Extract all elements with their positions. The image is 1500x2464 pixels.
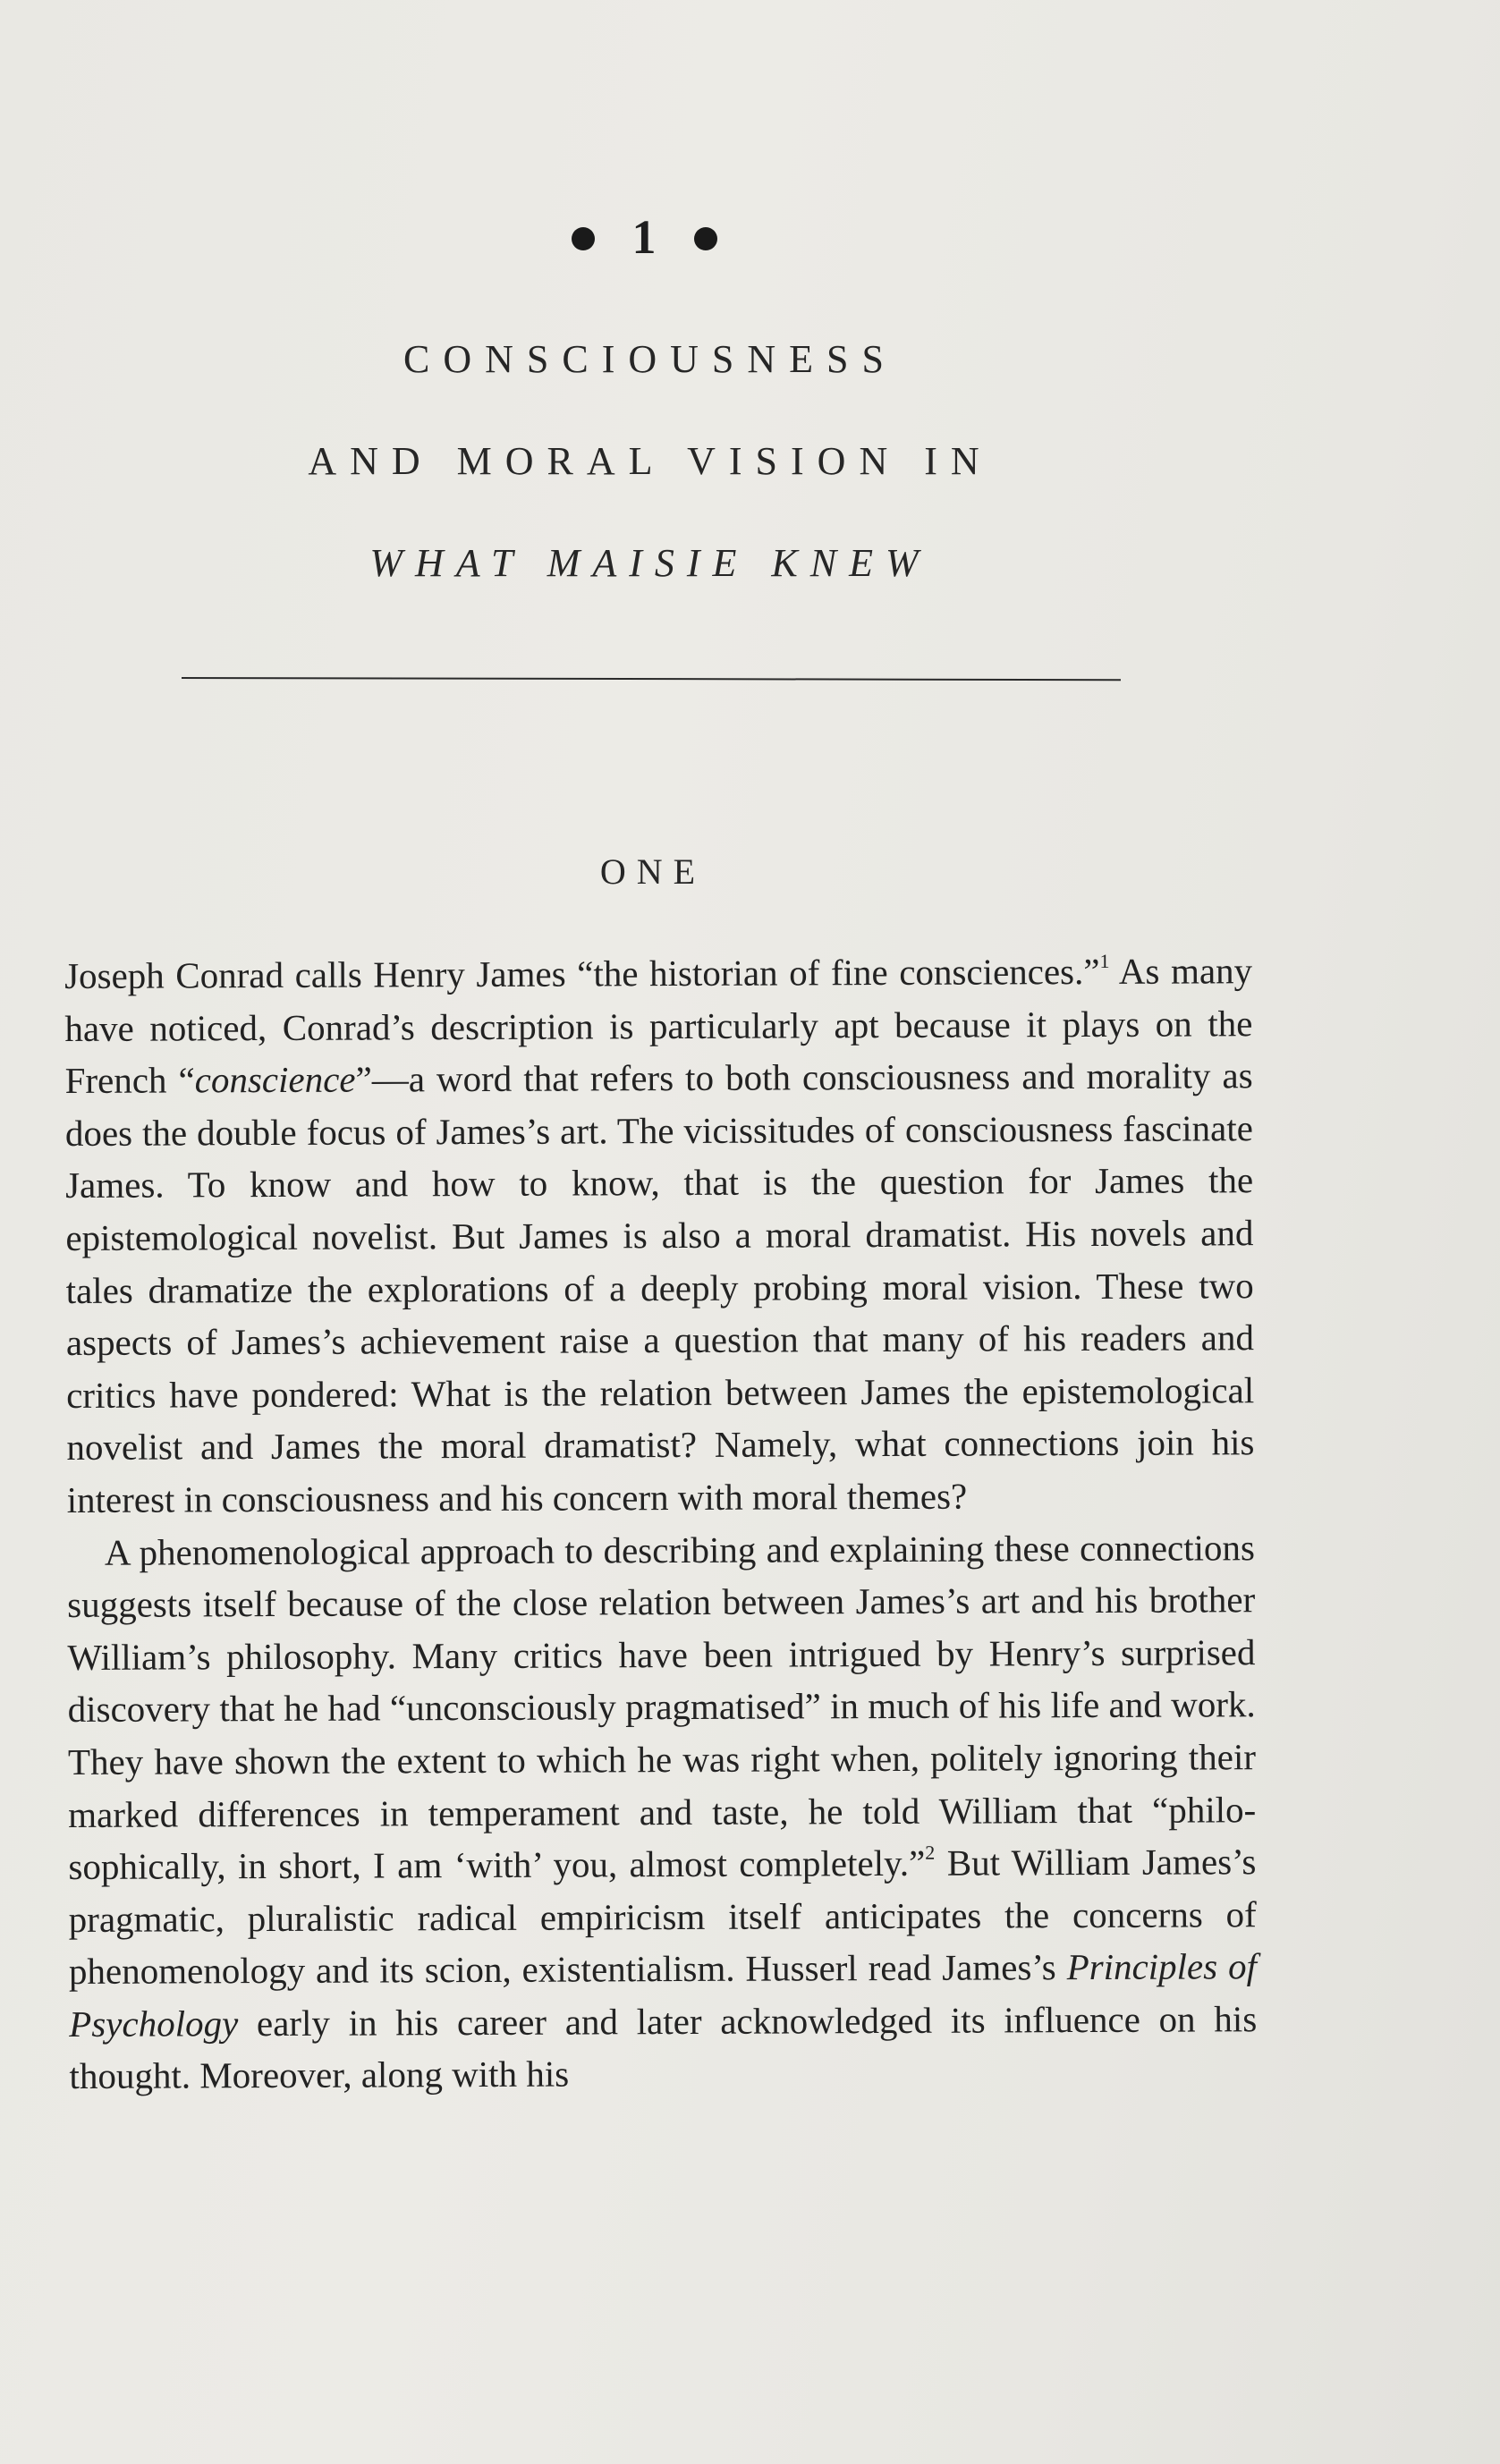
footnote-ref-2: 2 bbox=[925, 1841, 936, 1864]
section-heading: ONE bbox=[599, 851, 707, 892]
paragraph-2-italic-title: Principles of Psychology bbox=[69, 1945, 1258, 2045]
chapter-title-line-1: CONSCIOUSNESS bbox=[403, 337, 897, 381]
footnote-ref-1: 1 bbox=[1099, 949, 1110, 972]
paragraph-2-text-b: But William James’s pragmatic, pluralistic radical empiricism itself anticipates the concerns of phenomenology and its scion, existentialism. Husserl read James’s bbox=[68, 1841, 1257, 1993]
paragraph-2 bbox=[67, 1521, 1258, 2103]
body-text bbox=[64, 944, 1258, 2103]
chapter-title-line-3: WHAT MAISIE KNEW bbox=[369, 541, 931, 585]
paragraph-2-text-a: A phenomenological approach to describing and explaining these connections suggests itself because of the close relation between James’s art and his brother William’s philosophy. Many critics have been intrigued by Henry’s surprised discovery that he had “unconsciously pragmatised” in much of his life and work. They have shown the extent to which he was right when, politely ignoring their marked differences in temperament and taste, he told William that “philosophically, in short, I am ‘with’ you, almost completely.” bbox=[67, 1526, 1257, 1888]
chapter-title-line-2: AND MORAL VISION IN bbox=[308, 439, 993, 483]
chapter-number: 1 bbox=[631, 210, 657, 264]
bullet-dot-right-icon bbox=[694, 227, 717, 250]
paragraph-1-text-b: As many have noticed, Conrad’s description is particularly apt because it plays on the French “ bbox=[64, 950, 1253, 1102]
paragraph-1-text-a: Joseph Conrad calls Henry James “the historian of fine consciences.” bbox=[64, 950, 1100, 996]
title-divider-rule bbox=[182, 677, 1121, 681]
paragraph-1-italic-term: conscience bbox=[194, 1058, 356, 1101]
chapter-number-marker bbox=[0, 210, 1288, 264]
paragraph-1 bbox=[64, 944, 1255, 1526]
paragraph-1-text-c: ”—a word that refers to both consciousness and morality as does the double focus of James’s art. The vicissitudes of consciousness fascinate James. To know and how to know, that is the question for James the epistemological novelist. But James is also a moral dramatist. His novels and tales dramatize the explorations of a deeply probing moral vision. These two aspects of James’s achievement raise a question that many of his readers and critics have pondered: What is the relation between James the epistemological novelist and James the moral dramatist? Namely, what connections join his interest in consciousness and his concern with moral themes? bbox=[64, 1054, 1255, 1520]
paragraph-2-text-c: early in his career and later acknowledged its influence on his thought. Moreover, along with his bbox=[69, 1998, 1258, 2097]
bullet-dot-left-icon bbox=[572, 227, 595, 250]
